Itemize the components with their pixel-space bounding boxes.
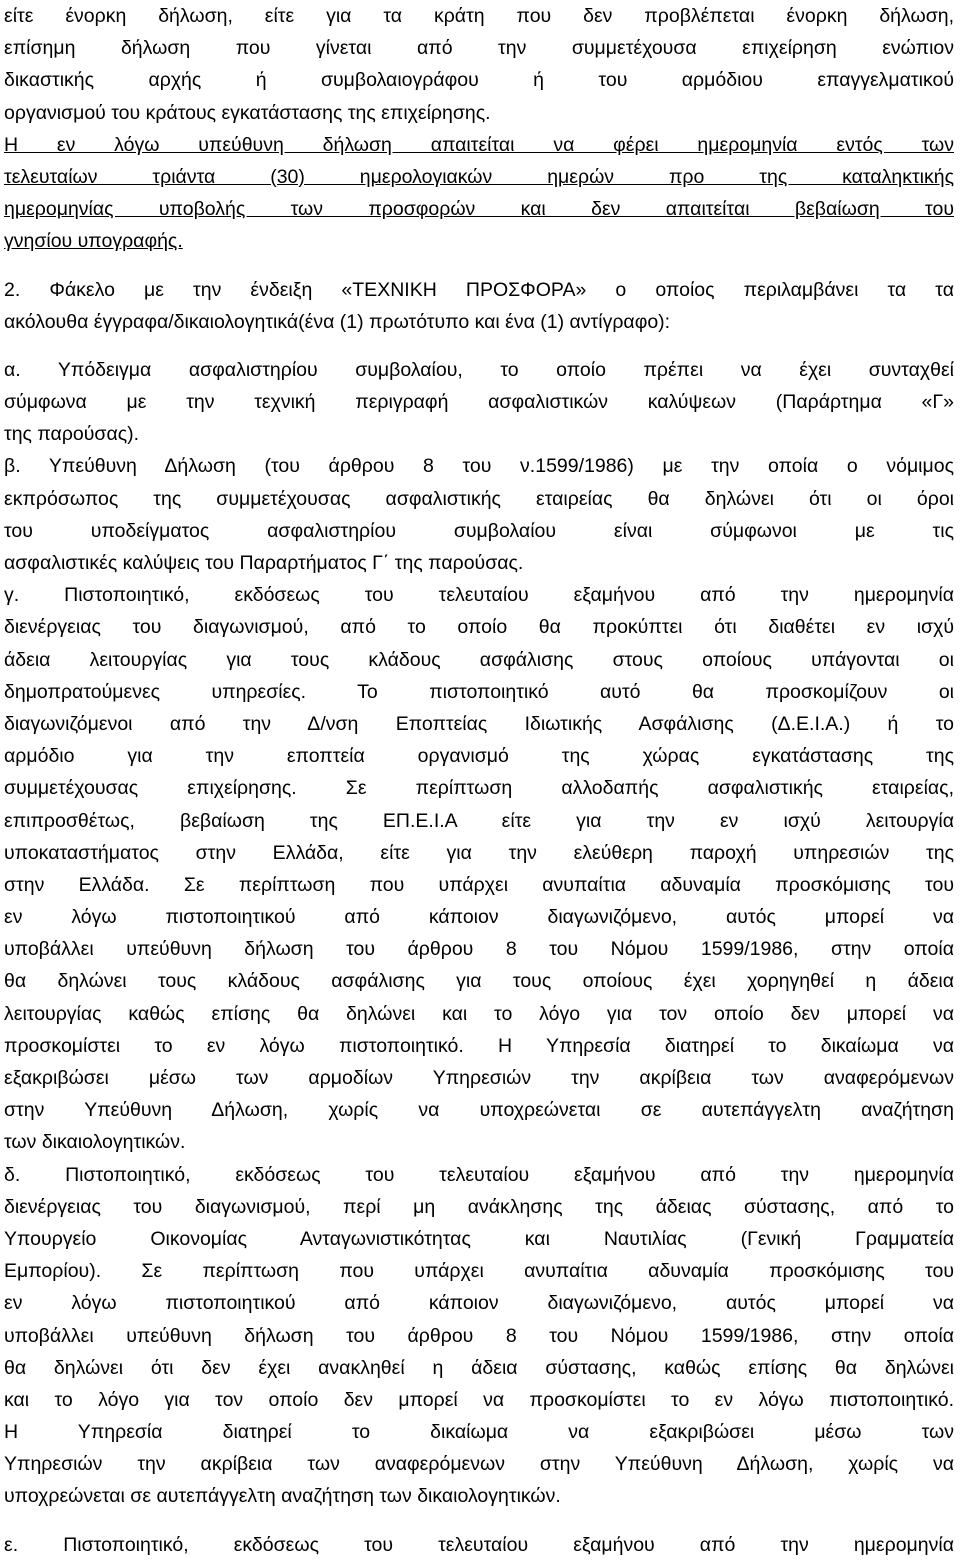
list-item-b xyxy=(4,450,954,579)
paragraph-gap xyxy=(4,258,954,274)
text-line: δ. Πιστοποιητικό, εκδόσεως του τελευταίου εξαμήνου από την ημερομηνία xyxy=(4,1163,954,1186)
text-line: αρμόδιο για την εποπτεία οργανισμό της χώρας εγκατάστασης της xyxy=(4,745,954,768)
text-line: θα δηλώνει τους κλάδους ασφάλισης για τους οποίους έχει χορηγηθεί η άδεια xyxy=(4,970,954,993)
text-line: θα δηλώνει ότι δεν έχει ανακληθεί η άδεια σύστασης, καθώς επίσης θα δηλώνει xyxy=(4,1356,954,1379)
text-line: γνησίου υπογραφής. xyxy=(4,230,183,253)
text-line: υποβάλλει υπεύθυνη δήλωση του άρθρου 8 του Νόμου 1599/1986, στην οποία xyxy=(4,938,954,961)
text-line: δικαστικής αρχής ή συμβολαιογράφου ή του αρμόδιου επαγγελματικού xyxy=(4,69,954,92)
paragraph-intro xyxy=(4,0,954,129)
paragraph-signature-requirement xyxy=(4,129,954,258)
text-line: και το λόγο για τον οποίο δεν μπορεί να προσκομίστει το εν λόγω πιστοποιητικό. xyxy=(4,1388,954,1411)
list-item-d xyxy=(4,1159,954,1513)
text-line: Η Υπηρεσία διατηρεί το δικαίωμα να εξακριβώσει μέσω των xyxy=(4,1421,954,1444)
text-line: υποχρεώνεται σε αυτεπάγγελτη αναζήτηση των δικαιολογητικών. xyxy=(4,1485,561,1508)
text-line: 2. Φάκελο με την ένδειξη «ΤΕΧΝΙΚΗ ΠΡΟΣΦΟΡΑ» ο οποίος περιλαμβάνει τα τα xyxy=(4,278,954,301)
text-line: εν λόγω πιστοποιητικού από κάποιον διαγωνιζόμενο, αυτός μπορεί να xyxy=(4,1292,954,1315)
text-line: διενέργειας του διαγωνισμού, από το οποίο θα προκύπτει ότι διαθέτει εν ισχύ xyxy=(4,616,954,639)
text-line: λειτουργίας καθώς επίσης θα δηλώνει και το λόγο για τον οποίο δεν μπορεί να xyxy=(4,1002,954,1025)
paragraph-gap xyxy=(4,1513,954,1529)
text-line: Η εν λόγω υπεύθυνη δήλωση απαιτείται να φέρει ημερομηνία εντός των xyxy=(4,133,954,156)
text-line: Υπουργείο Οικονομίας Ανταγωνιστικότητας και Ναυτιλίας (Γενική Γραμματεία xyxy=(4,1227,954,1250)
text-line: ε. Πιστοποιητικό, εκδόσεως του τελευταίου εξαμήνου από την ημερομηνία xyxy=(4,1533,954,1556)
text-line: είτε ένορκη δήλωση, είτε για τα κράτη που δεν προβλέπεται ένορκη δήλωση, xyxy=(4,5,954,27)
text-line: Υπηρεσιών την ακρίβεια των αναφερόμενων στην Υπεύθυνη Δήλωση, χωρίς να xyxy=(4,1453,954,1476)
text-line: ακόλουθα έγγραφα/δικαιολογητικά(ένα (1) πρωτότυπο και ένα (1) αντίγραφο): xyxy=(4,310,671,333)
text-line: των δικαιολογητικών. xyxy=(4,1131,186,1154)
text-line: Εμπορίου). Σε περίπτωση που υπάρχει ανυπαίτια αδυναμία προσκόμισης του xyxy=(4,1260,954,1283)
text-line: τελευταίων τριάντα (30) ημερολογιακών ημερών προ της καταληκτικής xyxy=(4,165,954,188)
text-line: οργανισμού του κράτους εγκατάστασης της επιχείρησης. xyxy=(4,101,491,124)
text-line: προσκομίστει το εν λόγω πιστοποιητικό. Η Υπηρεσία διατηρεί το δικαίωμα να xyxy=(4,1034,954,1057)
text-line: άδεια λειτουργίας για τους κλάδους ασφάλισης στους οποίους υπάγονται οι xyxy=(4,648,954,671)
text-line: του υποδείγματος ασφαλιστηρίου συμβολαίου είναι σύμφωνοι με τις xyxy=(4,519,954,542)
text-line: επιπροσθέτως, βεβαίωση της ΕΠ.Ε.Ι.Α είτε για την εν ισχύ λειτουργία xyxy=(4,809,954,832)
text-line: συμμετέχουσας επιχείρησης. Σε περίπτωση αλλοδαπής ασφαλιστικής εταιρείας, xyxy=(4,777,954,800)
text-line: β. Υπεύθυνη Δήλωση (του άρθρου 8 του ν.1599/1986) με την οποία ο νόμιμος xyxy=(4,455,954,478)
text-line: υποκαταστήματος στην Ελλάδα, είτε για την ελεύθερη παροχή υπηρεσιών της xyxy=(4,841,954,864)
text-line: διενέργειας του διαγωνισμού, περί μη ανάκλησης της άδειας σύστασης, από το xyxy=(4,1195,954,1218)
text-line: δημοπρατούμενες υπηρεσίες. Το πιστοποιητικό αυτό θα προσκομίζουν οι xyxy=(4,680,954,703)
text-line: α. Υπόδειγμα ασφαλιστηρίου συμβολαίου, το οποίο πρέπει να έχει συνταχθεί xyxy=(4,358,954,381)
text-line: της παρούσας). xyxy=(4,423,140,446)
list-item-c xyxy=(4,579,954,1158)
text-line: εν λόγω πιστοποιητικού από κάποιον διαγωνιζόμενο, αυτός μπορεί να xyxy=(4,906,954,929)
text-line: σύμφωνα με την τεχνική περιγραφή ασφαλιστικών καλύψεων (Παράρτημα «Γ» xyxy=(4,391,954,414)
text-line: εξακριβώσει μέσω των αρμοδίων Υπηρεσιών την ακρίβεια των αναφερόμενων xyxy=(4,1067,954,1089)
text-line: στην Υπεύθυνη Δήλωση, χωρίς να υποχρεώνεται σε αυτεπάγγελτη αναζήτηση xyxy=(4,1099,954,1122)
text-line: γ. Πιστοποιητικό, εκδόσεως του τελευταίου εξαμήνου από την ημερομηνία xyxy=(4,584,954,607)
text-line: ημερομηνίας υποβολής των προσφορών και δεν απαιτείται βεβαίωση του xyxy=(4,198,954,221)
section-technical-offer xyxy=(4,274,954,338)
text-line: στην Ελλάδα. Σε περίπτωση που υπάρχει ανυπαίτια αδυναμία προσκόμισης του xyxy=(4,873,954,896)
paragraph-gap xyxy=(4,338,954,354)
list-item-a xyxy=(4,354,954,451)
text-line: υποβάλλει υπεύθυνη δήλωση του άρθρου 8 του Νόμου 1599/1986, στην οποία xyxy=(4,1324,954,1347)
text-line: επίσημη δήλωση που γίνεται από την συμμετέχουσα επιχείρηση ενώπιον xyxy=(4,37,954,60)
text-line: διαγωνιζόμενοι από την Δ/νση Εποπτείας Ιδιωτικής Ασφάλισης (Δ.Ε.Ι.Α.) ή το xyxy=(4,712,954,735)
document-page xyxy=(4,0,954,1561)
text-line: ασφαλιστικές καλύψεις του Παραρτήματος Γ΄ της παρούσας. xyxy=(4,552,524,574)
text-line: εκπρόσωπος της συμμετέχουσας ασφαλιστικής εταιρείας θα δηλώνει ότι οι όροι xyxy=(4,487,954,510)
list-item-e xyxy=(4,1529,954,1561)
